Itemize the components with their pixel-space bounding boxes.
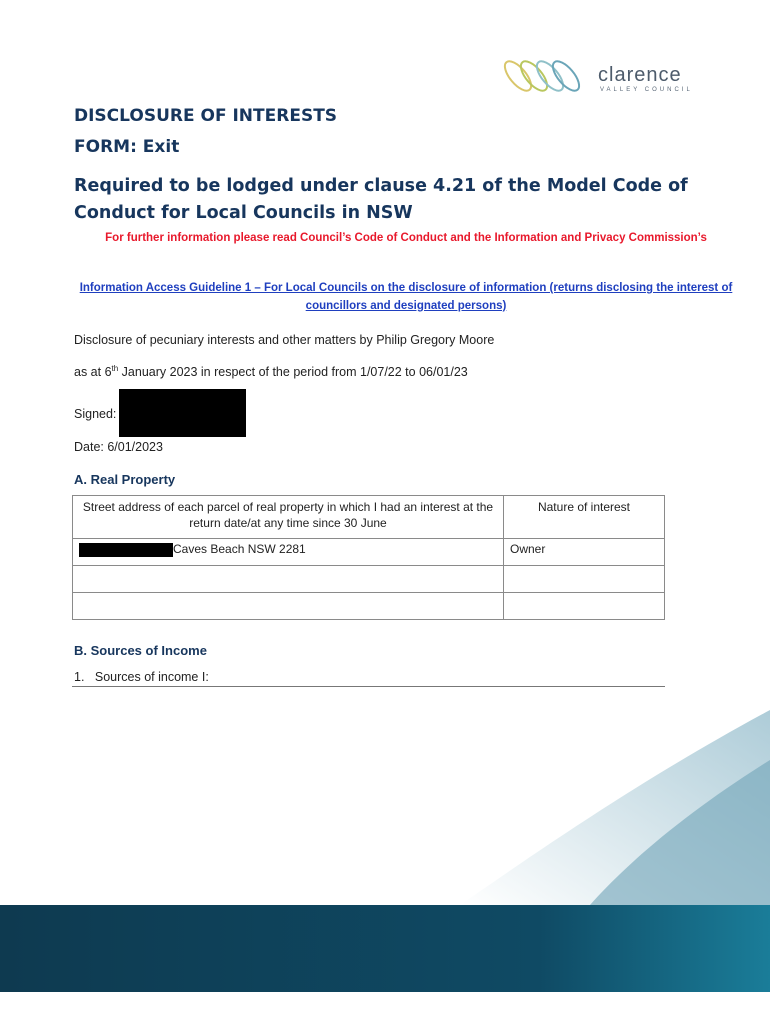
date-line: Date: 6/01/2023 <box>74 440 163 454</box>
table-header-row <box>73 496 665 539</box>
footer-wave-graphic <box>0 700 770 1024</box>
address-cell: Caves Beach NSW 2281 <box>73 539 504 566</box>
address-cell <box>73 593 504 620</box>
further-info-notice: For further information please read Council’s Code of Conduct and the Information and Privacy Commission’s <box>105 232 707 244</box>
disclosure-statement: Disclosure of pecuniary interests and other matters by Philip Gregory Moore <box>74 333 495 347</box>
address-cell <box>73 566 504 593</box>
signed-label: Signed: <box>74 407 117 421</box>
table-row <box>73 566 665 593</box>
page-title: DISCLOSURE OF INTERESTS <box>74 106 338 126</box>
logo-subtitle: VALLEY COUNCIL <box>600 87 693 93</box>
table-row <box>73 539 665 566</box>
clarence-valley-council-logo <box>498 54 698 98</box>
period-statement: as at 6th January 2023 in respect of the period from 1/07/22 to 06/01/23 <box>74 364 468 380</box>
table-row <box>73 593 665 620</box>
nature-cell <box>504 566 665 593</box>
address-column-header: Street address of each parcel of real property in which I had an interest at the return date/at any time since 30 June <box>73 496 504 539</box>
logo-wordmark: clarence <box>598 64 682 86</box>
nature-cell: Owner <box>504 539 665 566</box>
guideline-link[interactable]: Information Access Guideline 1 – For Local Councils on the disclosure of information (returns disclosing the interest of councillors and designated persons) <box>79 282 733 312</box>
section-b-heading: B. Sources of Income <box>74 643 207 658</box>
logo-ellipses-icon <box>498 54 598 98</box>
form-type: FORM: Exit <box>74 137 180 157</box>
signature-redaction <box>119 389 246 437</box>
nature-column-header: Nature of interest <box>504 496 665 539</box>
nature-cell <box>504 593 665 620</box>
address-redaction <box>79 543 173 557</box>
income-list-item: 1. Sources of income I: <box>74 670 209 684</box>
item-underline <box>72 686 665 687</box>
section-a-heading: A. Real Property <box>74 472 176 487</box>
page-subtitle: Required to be lodged under clause 4.21 of the Model Code of Conduct for Local Councils in NSW <box>74 176 688 223</box>
real-property-table <box>72 495 665 620</box>
